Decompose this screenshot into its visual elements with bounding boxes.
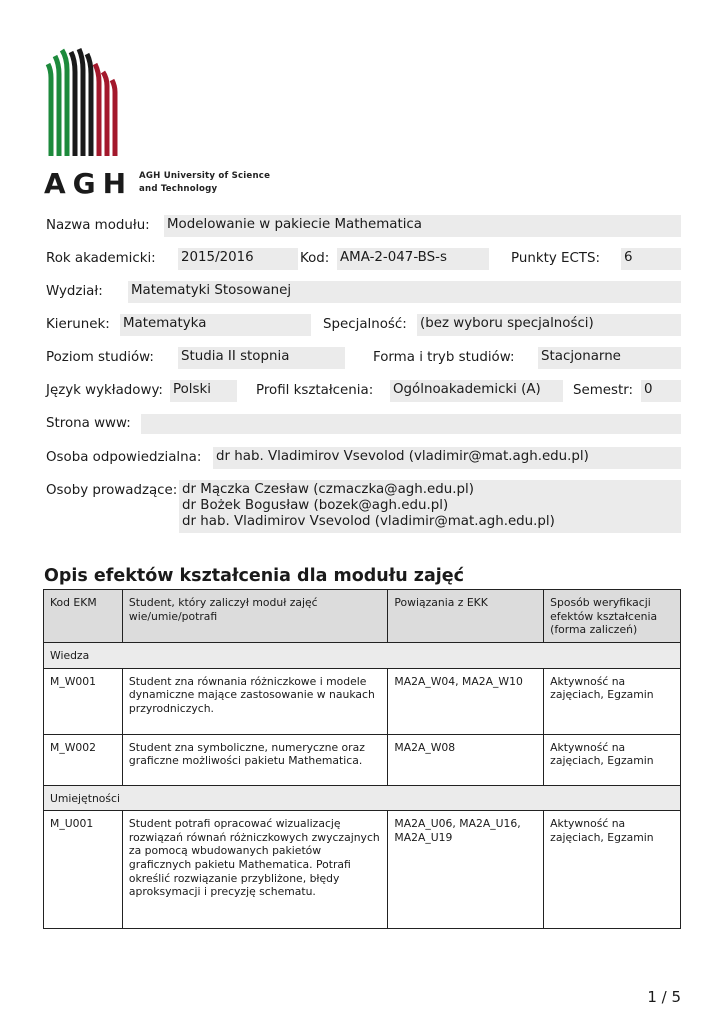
faculty-label: Wydział: — [46, 284, 103, 299]
table-row — [44, 811, 681, 929]
learning-outcomes-table — [43, 589, 681, 929]
table-header-row — [44, 590, 681, 643]
category-row — [44, 643, 681, 669]
table-row — [44, 668, 681, 734]
cell-kod: M_U001 — [44, 811, 123, 929]
academic-year-label: Rok akademicki: — [46, 251, 156, 266]
language-value: Polski — [170, 380, 237, 402]
table-row — [44, 734, 681, 785]
semester-label: Semestr: — [573, 383, 634, 398]
agh-mark: AGH — [44, 167, 134, 200]
academic-year-value: 2015/2016 — [178, 248, 298, 270]
field-of-study-label: Kierunek: — [46, 317, 110, 332]
header-kod: Kod EKM — [44, 590, 123, 643]
cell-opis: Student zna równania różniczkowe i modele dynamiczne mające zastosowanie w naukach przyrodniczych. — [122, 668, 387, 734]
university-name: AGH University of Science and Technology — [139, 171, 271, 194]
cell-opis: Student zna symboliczne, numeryczne oraz graficzne możliwości pakietu Mathematica. — [122, 734, 387, 785]
instructors-label: Osoby prowadzące: — [46, 483, 178, 498]
agh-logo — [44, 46, 274, 200]
cell-kod: M_W002 — [44, 734, 123, 785]
study-level-value: Studia II stopnia — [178, 347, 345, 369]
language-label: Język wykładowy: — [46, 383, 163, 398]
ects-value: 6 — [621, 248, 681, 270]
cell-weryfikacja: Aktywność na zajęciach, Egzamin — [544, 668, 681, 734]
code-label: Kod: — [300, 251, 330, 266]
header-ekk: Powiązania z EKK — [388, 590, 544, 643]
section-title: Opis efektów kształcenia dla modułu zajęć — [44, 566, 465, 586]
category-umiejetnosci: Umiejętności — [44, 785, 681, 811]
faculty-value: Matematyki Stosowanej — [128, 281, 681, 303]
cell-weryfikacja: Aktywność na zajęciach, Egzamin — [544, 734, 681, 785]
study-mode-label: Forma i tryb studiów: — [373, 350, 515, 365]
module-name-value: Modelowanie w pakiecie Mathematica — [164, 215, 681, 237]
module-name-label: Nazwa modułu: — [46, 218, 150, 233]
cell-ekk: MA2A_W04, MA2A_W10 — [388, 668, 544, 734]
specialization-value: (bez wyboru specjalności) — [417, 314, 681, 336]
field-of-study-value: Matematyka — [120, 314, 311, 336]
instructors-value — [179, 480, 681, 533]
study-level-label: Poziom studiów: — [46, 350, 154, 365]
cell-opis: Student potrafi opracować wizualizację rozwiązań równań różniczkowych zwyczajnych za pomocą wbudowanych pakietów graficznych pakietu Mathematica. Potrafi określić rozwiązanie przybliżone, błędy aproksymacji i precyzję schematu. — [122, 811, 387, 929]
code-value: AMA-2-047-BS-s — [337, 248, 489, 270]
semester-value: 0 — [641, 380, 681, 402]
profile-value: Ogólnoakademicki (A) — [390, 380, 563, 402]
header-opis: Student, który zaliczył moduł zajęć wie/umie/potrafi — [122, 590, 387, 643]
website-value — [141, 414, 681, 434]
specialization-label: Specjalność: — [323, 317, 407, 332]
instructor-1: dr Mączka Czesław (czmaczka@agh.edu.pl) — [182, 482, 474, 497]
instructor-2: dr Bożek Bogusław (bozek@agh.edu.pl) — [182, 498, 449, 513]
category-wiedza: Wiedza — [44, 643, 681, 669]
website-label: Strona www: — [46, 416, 131, 431]
header-weryfikacja: Sposób weryfikacji efektów kształcenia (forma zaliczeń) — [544, 590, 681, 643]
category-row — [44, 785, 681, 811]
cell-kod: M_W001 — [44, 668, 123, 734]
agh-emblem-icon — [44, 46, 134, 200]
study-mode-value: Stacjonarne — [538, 347, 681, 369]
profile-label: Profil kształcenia: — [256, 383, 374, 398]
cell-ekk: MA2A_W08 — [388, 734, 544, 785]
ects-label: Punkty ECTS: — [511, 251, 601, 266]
cell-weryfikacja: Aktywność na zajęciach, Egzamin — [544, 811, 681, 929]
cell-ekk: MA2A_U06, MA2A_U16, MA2A_U19 — [388, 811, 544, 929]
responsible-person-label: Osoba odpowiedzialna: — [46, 450, 202, 465]
responsible-person-value: dr hab. Vladimirov Vsevolod (vladimir@mat.agh.edu.pl) — [213, 447, 681, 469]
instructor-3: dr hab. Vladimirov Vsevolod (vladimir@mat.agh.edu.pl) — [182, 514, 555, 529]
page-number: 1 / 5 — [647, 988, 681, 1006]
